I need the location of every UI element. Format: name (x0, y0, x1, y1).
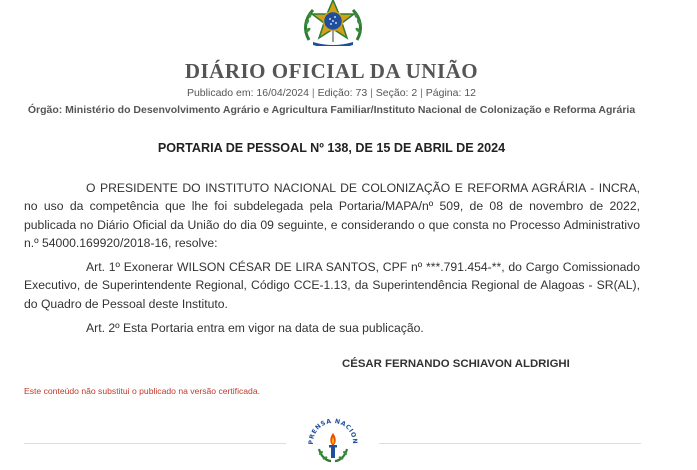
svg-text:IMPRENSA NACIONAL: PRENSA NACION (307, 417, 359, 445)
brazil-coat-of-arms-icon (299, 0, 367, 46)
separator: | (311, 87, 315, 99)
article-2-paragraph: Art. 2º Esta Portaria entra em vigor na data de sua publicação. (86, 321, 424, 336)
publication-info (0, 87, 663, 99)
edition-number: Edição: 73 (317, 87, 368, 99)
signatory-name: CÉSAR FERNANDO SCHIAVON ALDRIGHI (342, 358, 570, 370)
published-date: Publicado em: 16/04/2024 (186, 87, 309, 99)
newspaper-title: DIÁRIO OFICIAL DA UNIÃO (184, 59, 479, 83)
preamble-paragraph: O PRESIDENTE DO INSTITUTO NACIONAL DE COLONIZAÇÃO E REFORMA AGRÁRIA - INCRA, no uso da competência que lhe foi subdelegada pela Portaria/MAPA/nº 509, de 08 de novembro de 2022, publicada no Diário Oficial da União do dia 09 seguinte, e considerando o que consta no Processo Administrativo n.º 54000.169920/2018-16, resolve: (24, 181, 640, 250)
document-body (24, 179, 640, 343)
separator: | (420, 87, 423, 99)
section-number: Seção: 2 (375, 87, 418, 99)
footer-divider-left (24, 443, 286, 444)
certification-disclaimer: Este conteúdo não substitui o publicado na versão certificada. (24, 386, 261, 396)
page-number: Página: 12 (425, 87, 477, 99)
footer-divider-right (379, 443, 641, 444)
document-title: PORTARIA DE PESSOAL Nº 138, DE 15 DE ABRIL DE 2024 (157, 141, 506, 155)
article-1-paragraph: Art. 1º Exonerar WILSON CÉSAR DE LIRA SANTOS, CPF nº ***.791.454-**, do Cargo Comissionado Executivo, de Superintendente Regional, Código CCE-1.13, da Superintendência Regional de Alagoas - SR(AL), do Quadro de Pessoal deste Instituto. (24, 260, 640, 311)
separator: | (370, 87, 373, 99)
imprensa-nacional-logo-icon (303, 413, 363, 465)
issuing-body: Órgão: Ministério do Desenvolvimento Agrário e Agricultura Familiar/Instituto Nacional de Colonização e Reforma Agrária (27, 104, 636, 116)
